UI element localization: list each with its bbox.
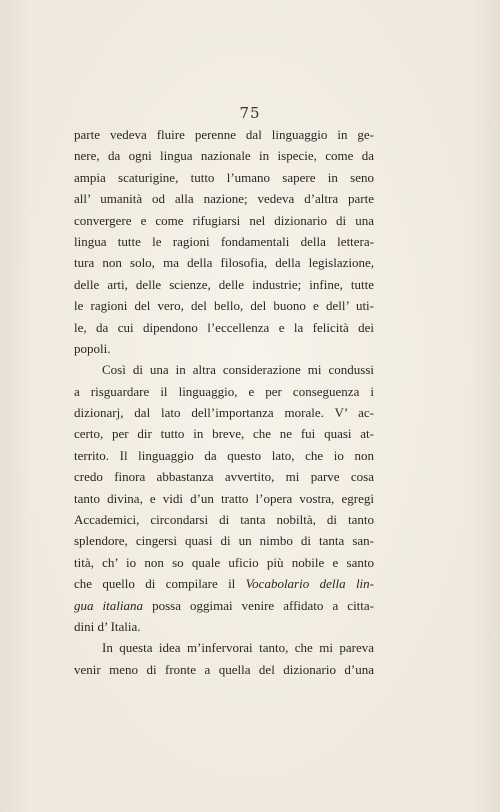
text-line: tità, ch’ io non so quale uficio più nobile e santo <box>74 554 374 570</box>
text-line: territo. Il linguaggio da questo lato, che io non <box>74 447 374 463</box>
body-text <box>74 124 374 680</box>
text-line: ampia scaturigine, tutto l’umano sapere in seno <box>74 169 374 185</box>
text-line-italic-title: che quello di compilare il Vocabolario della lin- <box>74 576 374 592</box>
paragraph-3 <box>74 637 374 680</box>
text-line: splendore, cingersi quasi di un nimbo di tanta san- <box>74 533 374 549</box>
text-line: lingua tutte le ragioni fondamentali della lettera- <box>74 233 374 249</box>
page-number: 75 <box>239 104 261 122</box>
book-title-italic: Vocabolario della lin- <box>245 576 374 592</box>
text-line: In questa idea m’infervorai tanto, che mi pareva <box>102 640 374 656</box>
text-line: dizionarj, dal lato dell’importanza morale. V’ ac- <box>74 405 374 421</box>
text-line: nere, da ogni lingua nazionale in ispecie, come da <box>74 148 374 164</box>
text-line: delle arti, delle scienze, delle industrie; infine, tutte <box>74 276 374 292</box>
text-line: venir meno di fronte a quella del dizionario d’una <box>74 661 374 677</box>
paragraph-2 <box>74 359 374 637</box>
text-line: Così di una in altra considerazione mi condussi <box>102 362 374 378</box>
text-line: le, da cui dipendono l’eccellenza e la felicità dei <box>74 319 374 335</box>
text-line: all’ umanità od alla nazione; vedeva d’altra parte <box>74 191 374 207</box>
text-line: Accademici, circondarsi di tanta nobiltà, di tanto <box>74 512 374 528</box>
text-line: dini d’ Italia. <box>74 618 141 634</box>
text-line: popoli. <box>74 340 111 356</box>
text-line-italic-title: gua italiana possa oggimai venire affidato a citta- <box>74 597 375 613</box>
text-line: parte vedeva fluire perenne dal linguaggio in ge- <box>74 127 374 142</box>
text-line: convergere e come rifugiarsi nel dizionario di una <box>74 212 374 228</box>
text-line: credo finora abbastanza avvertito, mi parve cosa <box>74 469 374 485</box>
text-line: a risguardare il linguaggio, e per conseguenza i <box>74 383 374 399</box>
text-line: tura non solo, ma della filosofia, della legislazione, <box>74 255 374 271</box>
text-line: le ragioni del vero, del bello, del buono e dell’ uti- <box>74 298 374 314</box>
text-line: tanto divina, e vidi d’un tratto l’opera vostra, egregi <box>74 490 374 506</box>
text-line: certo, per dir tutto in breve, che ne fui quasi at- <box>74 426 374 442</box>
paragraph-1 <box>74 124 374 359</box>
book-title-italic: gua italiana <box>74 597 144 613</box>
